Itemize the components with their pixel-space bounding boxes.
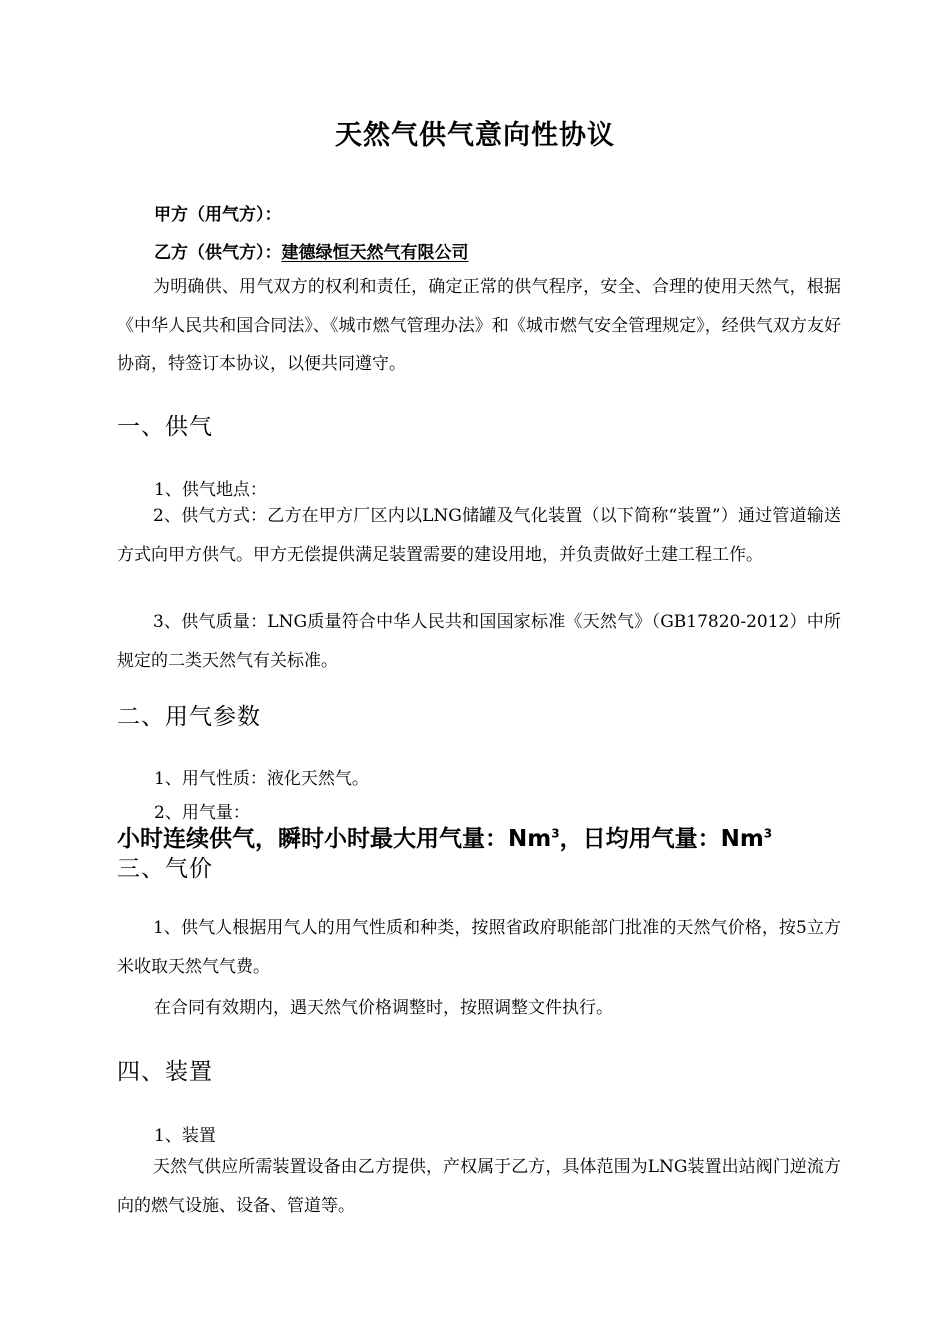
section-heading-parameters: 二、用气参数 xyxy=(117,704,261,730)
supply-location-item: 1、供气地点： xyxy=(154,480,267,500)
supply-quality-paragraph: 3、供气质量：LNG质量符合中华人民共和国国家标准《天然气》（GB17820-2012）中所规定的二类天然气有关标准。 xyxy=(117,612,841,671)
supply-method-paragraph: 2、供气方式：乙方在甲方厂区内以LNG储罐及气化装置（以下简称“装置”）通过管道输送方式向甲方供气。甲方无偿提供满足装置需要的建设用地，并负责做好土建工程工作。 xyxy=(117,506,841,565)
usage-nature-item: 1、用气性质：液化天然气。 xyxy=(154,769,369,789)
section-heading-price: 三、气价 xyxy=(117,856,213,882)
party-a-line: 甲方（用气方）： xyxy=(154,205,282,225)
party-b-line xyxy=(154,238,469,263)
party-b-label: 乙方（供气方）： xyxy=(154,243,282,263)
max-unit-superscript: 3 xyxy=(551,826,560,841)
section-heading-supply: 一、供气 xyxy=(117,414,213,440)
equipment-paragraph: 天然气供应所需装置设备由乙方提供，产权属于乙方，具体范围为LNG装置出站阀门逆流方向的燃气设施、设备、管道等。 xyxy=(117,1157,841,1216)
party-b-company-name: 建德绿恒天然气有限公司 xyxy=(281,243,469,263)
price-paragraph: 1、供气人根据用气人的用气性质和种类，按照省政府职能部门批准的天然气价格，按5立方米收取天然气气费。 xyxy=(117,918,841,977)
volume-daily-text: ，日均用气量：Nm xyxy=(559,826,764,852)
intro-paragraph: 为明确供、用气双方的权利和责任，确定正常的供气程序，安全、合理的使用天然气，根据《中华人民共和国合同法》、《城市燃气管理办法》和《城市燃气安全管理规定》，经供气双方友好协商，特签订本协议，以便共同遵守。 xyxy=(117,277,841,374)
volume-max-text: 小时连续供气，瞬时小时最大用气量：Nm xyxy=(117,826,552,852)
document-title: 天然气供气意向性协议 xyxy=(335,120,615,151)
price-adjustment-line: 在合同有效期内，遇天然气价格调整时，按照调整文件执行。 xyxy=(154,998,613,1018)
usage-volume-item: 2、用气量： xyxy=(154,803,250,823)
section-heading-equipment: 四、装置 xyxy=(117,1059,213,1085)
equipment-item-title: 1、装置 xyxy=(154,1126,216,1146)
daily-unit-superscript: 3 xyxy=(763,826,773,841)
volume-statement xyxy=(117,820,772,853)
